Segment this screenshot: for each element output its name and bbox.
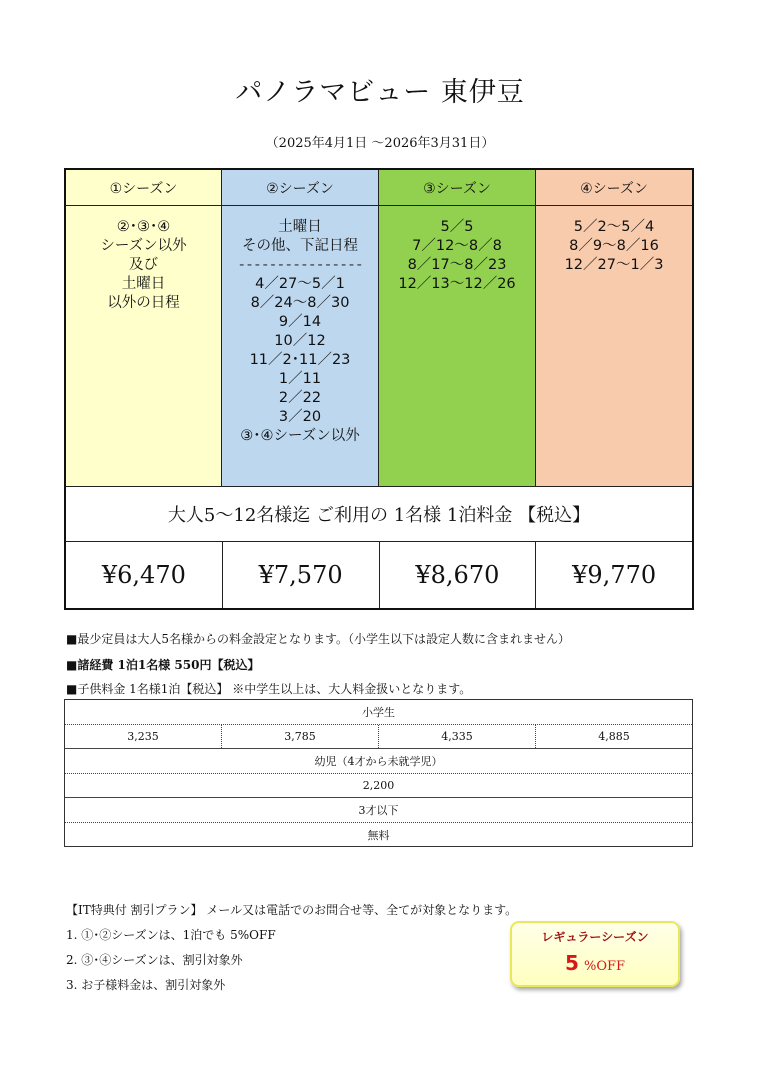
season-2-dates bbox=[222, 206, 378, 446]
elementary-price-season-1: 3,235 bbox=[65, 725, 222, 748]
toddler-price-row: 無料 bbox=[367, 828, 390, 842]
season-2-column bbox=[222, 170, 379, 486]
date-line: その他、下記日程 bbox=[242, 238, 358, 254]
season-3-header: ③シーズン bbox=[379, 170, 535, 206]
date-line: 2／22 bbox=[278, 390, 322, 406]
date-line: 5／5 bbox=[440, 219, 474, 235]
season-1-header: ①シーズン bbox=[66, 170, 221, 206]
validity-period: （2025年4月1日 ～2026年3月31日） bbox=[265, 136, 495, 151]
discount-plan-heading: 【IT特典付 割引プラン】 メール又は電話でのお問合せ等、全てが対象となります。 bbox=[66, 903, 518, 917]
date-line: 8／17～8／23 bbox=[407, 257, 507, 273]
badge-number: 5 bbox=[564, 951, 579, 975]
season-3-price: ¥8,670 bbox=[380, 542, 537, 608]
date-line: 8／24～8／30 bbox=[250, 295, 350, 311]
preschool-price-row: 2,200 bbox=[65, 774, 692, 798]
toddler-label-row: 3才以下 bbox=[65, 798, 692, 823]
season-4-column bbox=[536, 170, 692, 486]
date-line: 1／11 bbox=[278, 371, 322, 387]
fees-note: ■諸経費 1泊1名様 550円【税込】 bbox=[66, 658, 260, 672]
date-line: 12／13～12／26 bbox=[398, 276, 516, 292]
season-1-price: ¥6,470 bbox=[66, 542, 223, 608]
preschool-label-row: 幼児（4才から未就学児） bbox=[65, 749, 692, 774]
date-line: 11／2･11／23 bbox=[249, 352, 351, 368]
elementary-price-season-4: 4,885 bbox=[598, 730, 630, 743]
season-rate-table bbox=[64, 168, 694, 610]
date-line: 以外の日程 bbox=[107, 295, 180, 311]
date-line: ②･③･④ bbox=[116, 219, 171, 235]
elementary-price-row bbox=[65, 725, 692, 749]
date-line: ③･④シーズン以外 bbox=[240, 428, 360, 444]
date-line: 7／12～8／8 bbox=[412, 238, 502, 254]
elementary-price-season-2: 3,785 bbox=[222, 725, 379, 748]
badge-title: レギュラーシーズン bbox=[541, 930, 649, 944]
price-label-row: 大人5～12名様迄 ご利用の 1名様 1泊料金 【税込】 bbox=[66, 486, 692, 542]
date-line: 10／12 bbox=[274, 333, 326, 349]
date-line: 3／20 bbox=[278, 409, 322, 425]
date-line: 5／2～5／4 bbox=[573, 219, 655, 235]
discount-plan-item-3: 3. お子様料金は、割引対象外 bbox=[66, 978, 226, 992]
date-line: 8／9～8／16 bbox=[569, 238, 659, 254]
date-line: 4／27～5／1 bbox=[255, 276, 345, 292]
regular-season-discount-badge bbox=[510, 921, 680, 987]
season-2-header: ②シーズン bbox=[222, 170, 378, 206]
date-line: 及び bbox=[129, 257, 158, 273]
child-rate-table bbox=[64, 699, 693, 847]
season-3-dates bbox=[379, 206, 535, 294]
price-row bbox=[66, 542, 692, 608]
minimum-occupancy-note: ■最少定員は大人5名様からの料金設定となります。（小学生以下は設定人数に含まれません） bbox=[66, 632, 571, 646]
page-title: パノラマビュー 東伊豆 bbox=[235, 77, 525, 108]
badge-discount bbox=[512, 951, 678, 975]
date-line: 土曜日 bbox=[278, 219, 322, 235]
season-1-column bbox=[66, 170, 222, 486]
dashed-divider: - - - - - - - - - - - - - - - - bbox=[239, 257, 361, 273]
date-line: 12／27～1／3 bbox=[564, 257, 664, 273]
date-line: シーズン以外 bbox=[100, 238, 187, 254]
season-2-price: ¥7,570 bbox=[223, 542, 380, 608]
season-4-header: ④シーズン bbox=[536, 170, 692, 206]
elementary-label-row: 小学生 bbox=[65, 700, 692, 725]
discount-plan-item-2: 2. ③･④シーズンは、割引対象外 bbox=[66, 953, 243, 967]
discount-plan-item-1: 1. ①･②シーズンは、1泊でも 5%OFF bbox=[66, 928, 276, 942]
elementary-price-season-3: 4,335 bbox=[379, 725, 536, 748]
season-3-column bbox=[379, 170, 536, 486]
season-4-dates bbox=[536, 206, 692, 275]
date-line: 9／14 bbox=[278, 314, 322, 330]
badge-suffix: %OFF bbox=[583, 959, 626, 974]
season-4-price: ¥9,770 bbox=[572, 561, 657, 589]
season-1-dates bbox=[66, 206, 221, 313]
date-line: 土曜日 bbox=[121, 276, 166, 292]
child-rate-title: ■子供料金 1名様1泊【税込】 ※中学生以上は、大人料金扱いとなります。 bbox=[66, 682, 472, 696]
